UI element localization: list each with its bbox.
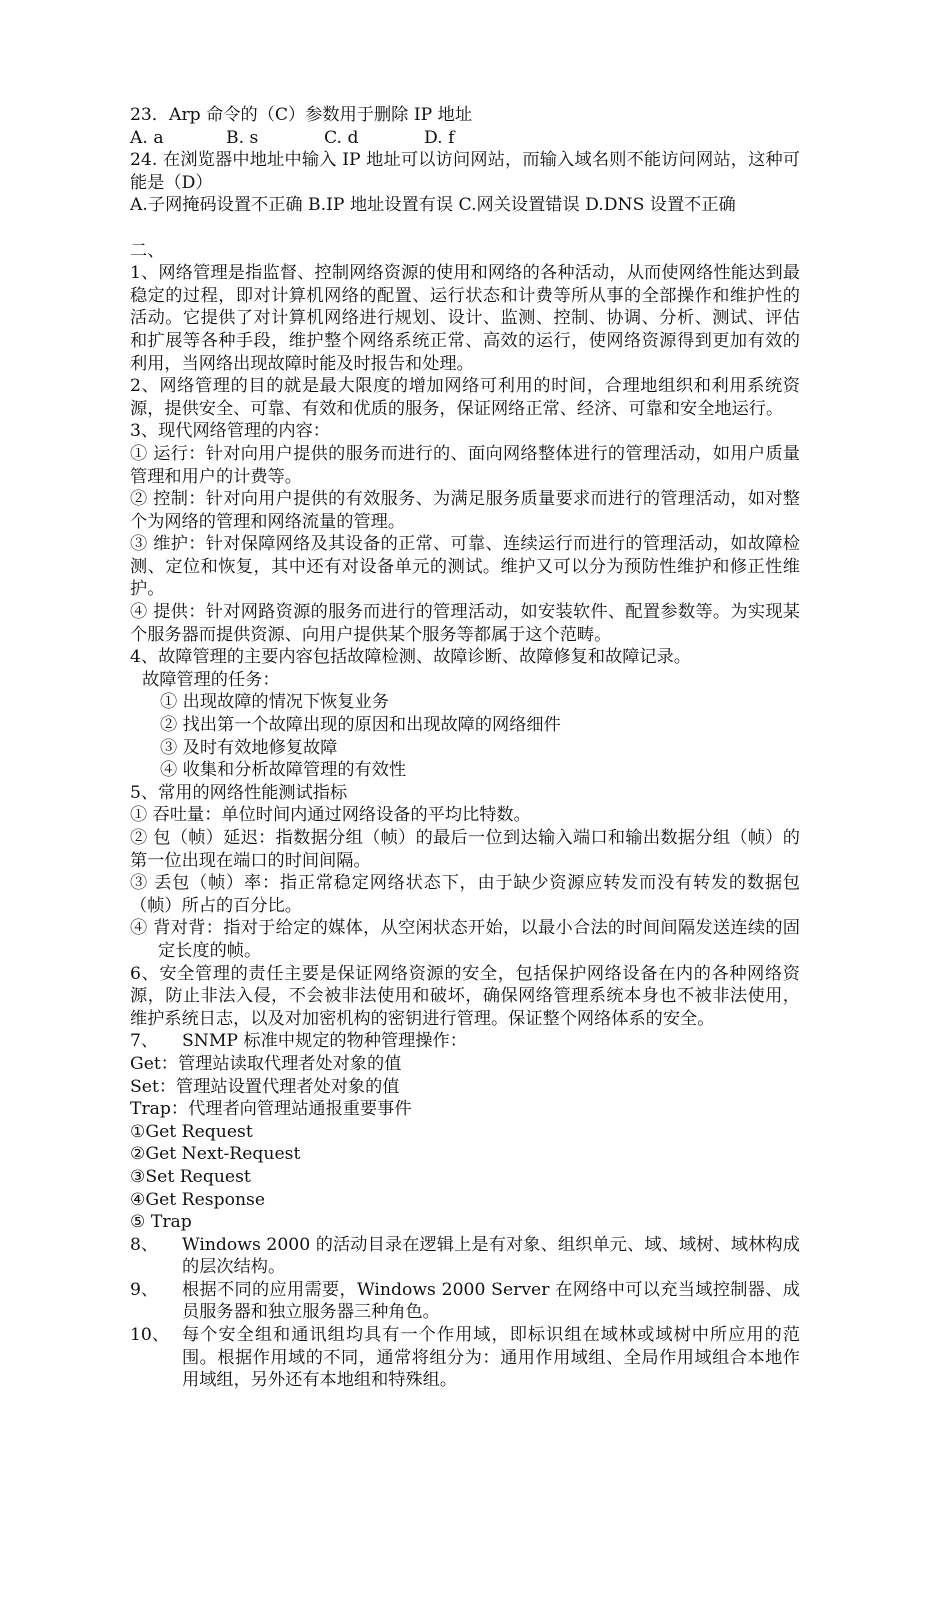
list-item: ④Get Response [130, 1189, 266, 1210]
list-item: ③Set Request [130, 1166, 251, 1187]
list-item: ① 吞吐量：单位时间内通过网络设备的平均比特数。 [130, 805, 531, 826]
list-item: ② 控制：针对向用户提供的有效服务、为满足服务质量要求而进行的管理活动，如对整个为网络的管理和网络流量的管理。 [130, 489, 800, 532]
option-b: B. s [226, 127, 259, 148]
paragraph-number: 9、 [130, 1279, 159, 1300]
paragraph-10 [130, 1324, 800, 1392]
paragraph-6: 6、安全管理的责任主要是保证网络资源的安全，包括保护网络设备在内的各种网络资源，防止非法入侵，不会被非法使用和破坏，确保网络管理系统本身也不被非法使用，维护系统日志，以及对加密机构的密钥进行管理。保证整个网络体系的安全。 [130, 963, 800, 1029]
paragraph-number: 7、 [130, 1031, 159, 1052]
paragraph-text: 根据不同的应用需要，Windows 2000 Server 在网络中可以充当域控制器、成员服务器和独立服务器三种角色。 [182, 1279, 800, 1323]
section-heading: 二、 [130, 240, 165, 261]
list-item: ①Get Request [130, 1121, 253, 1142]
list-item: ③ 丢包（帧）率：指正常稳定网络状态下，由于缺少资源应转发而没有转发的数据包（帧）所占的百分比。 [130, 873, 800, 916]
paragraph-5-title: 5、常用的网络性能测试指标 [130, 782, 348, 803]
paragraph-9 [130, 1279, 800, 1324]
option-d: D. f [424, 127, 455, 148]
question-24-options: A.子网掩码设置不正确 B.IP 地址设置有误 C.网关设置错误 D.DNS 设置不正确 [130, 195, 736, 216]
question-23: 23．Arp 命令的（C）参数用于删除 IP 地址 [130, 105, 473, 125]
paragraph-1: 1、网络管理是指监督、控制网络资源的使用和网络的各种活动，从而使网络性能达到最稳定的过程，即对计算机网络的配置、运行状态和计费等所从事的全部操作和维护性的活动。它提供了对计算机网络进行规划、设计、监测、控制、协调、分析、测试、评估和扩展等各种手段，维护整个网络系统正常、高效的运行，使网络资源得到更加有效的利用，当网络出现故障时能及时报告和处理。 [130, 263, 800, 374]
paragraph-8 [130, 1234, 800, 1279]
blank-line [130, 217, 800, 240]
paragraph-text: SNMP 标准中规定的物种管理操作： [182, 1031, 467, 1052]
paragraph-number: 8、 [130, 1234, 159, 1255]
paragraph-text: 每个安全组和通讯组均具有一个作用域，即标识组在域林或域树中所应用的范围。根据作用域的不同，通常将组分为：通用作用域组、全局作用域组合本地作用域组，另外还有本地组和特殊组。 [182, 1325, 800, 1391]
question-23-options [130, 127, 800, 150]
definition-line: Get：管理站读取代理者处对象的值 [130, 1053, 402, 1074]
list-item: ③ 及时有效地修复故障 [160, 737, 338, 758]
paragraph-number: 10、 [130, 1325, 170, 1346]
list-item: ④ 提供：针对网路资源的服务而进行的管理活动，如安装软件、配置参数等。为实现某个服务器而提供资源、向用户提供某个服务等都属于这个范畴。 [130, 602, 800, 645]
option-a: A. a [130, 127, 164, 148]
list-item: ③ 维护：针对保障网络及其设备的正常、可靠、连续运行而进行的管理活动，如故障检测、定位和恢复，其中还有对设备单元的测试。维护又可以分为预防性维护和修正性维护。 [130, 534, 800, 600]
paragraph-7-title [130, 1030, 800, 1053]
paragraph-4-subtitle: 故障管理的任务： [142, 669, 280, 690]
document-page [130, 104, 800, 1392]
definition-line: Trap：代理者向管理站通报重要事件 [130, 1099, 412, 1120]
paragraph-2: 2、网络管理的目的就是最大限度的增加网络可利用的时间，合理地组织和利用系统资源，提供安全、可靠、有效和优质的服务，保证网络正常、经济、可靠和安全地运行。 [130, 376, 800, 419]
paragraph-3-title: 3、现代网络管理的内容： [130, 421, 330, 442]
list-item: ① 运行：针对向用户提供的服务而进行的、面向网络整体进行的管理活动，如用户质量管理和用户的计费等。 [130, 443, 800, 487]
list-item: ② 包（帧）延迟：指数据分组（帧）的最后一位到达输入端口和输出数据分组（帧）的第一位出现在端口的时间间隔。 [130, 828, 800, 871]
list-item: ① 出现故障的情况下恢复业务 [160, 692, 389, 713]
question-24: 24. 在浏览器中地址中输入 IP 地址可以访问网站，而输入域名则不能访问网站，这种可能是（D） [130, 150, 800, 193]
list-item: ② 找出第一个故障出现的原因和出现故障的网络细件 [160, 715, 561, 736]
definition-line: Set：管理站设置代理者处对象的值 [130, 1076, 400, 1097]
list-item: ④ 收集和分析故障管理的有效性 [160, 760, 407, 781]
list-item: ⑤ Trap [130, 1212, 192, 1233]
paragraph-4-title: 4、故障管理的主要内容包括故障检测、故障诊断、故障修复和故障记录。 [130, 647, 691, 668]
paragraph-text: Windows 2000 的活动目录在逻辑上是有对象、组织单元、域、域树、域林构成的层次结构。 [182, 1234, 800, 1278]
option-c: C. d [324, 127, 359, 148]
list-item: ②Get Next-Request [130, 1144, 301, 1165]
list-item: ④ 背对背：指对于给定的媒体，从空闲状态开始，以最小合法的时间间隔发送连续的固定长度的帧。 [130, 918, 800, 961]
